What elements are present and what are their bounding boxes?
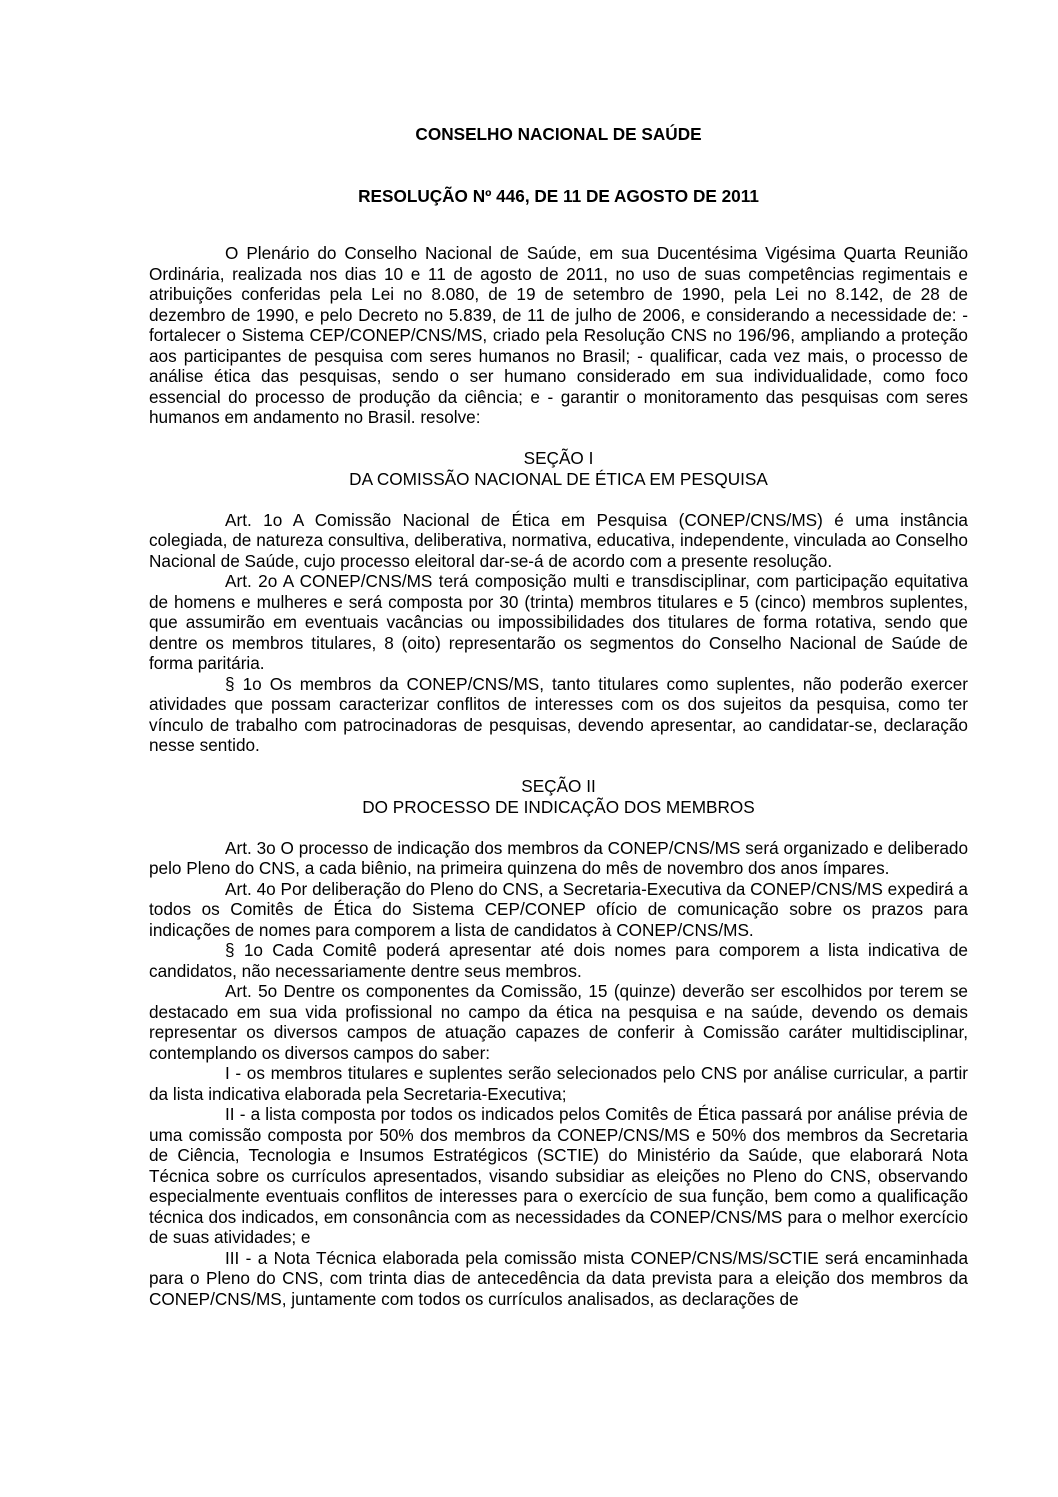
article-5-item-2-paragraph: II - a lista composta por todos os indicados pelos Comitês de Ética passará por análise prévia de uma comissão composta por 50% dos membros da CONEP/CNS/MS e 50% dos membros da Secretaria de Ciência, Tecnologia e Insumos Estratégicos (SCTIE) do Ministério da Saúde, que elaborará Nota Técnica sobre os currículos apresentados, visando subsidiar as eleições no Pleno do CNS, observando especialmente eventuais conflitos de interesses para o exercício de sua função, bem como a qualificação técnica dos indicados, em consonância com as necessidades da CONEP/CNS/MS para o melhor exercício de suas atividades; e — [149, 1104, 968, 1247]
article-3-paragraph: Art. 3o O processo de indicação dos membros da CONEP/CNS/MS será organizado e deliberado pelo Pleno do CNS, a cada biênio, na primeira quinzena do mês de novembro dos anos ímpares. — [149, 837, 968, 878]
article-5-paragraph: Art. 5o Dentre os componentes da Comissão, 15 (quinze) deverão ser escolhidos por terem se destacado em sua vida profissional no campo da ética na pesquisa e na saúde, devendo os demais representar os diversos campos de atuação capazes de conferir à Comissão caráter multidisciplinar, contemplando os diversos campos do saber: — [149, 981, 968, 1063]
org-title: CONSELHO NACIONAL DE SAÚDE — [415, 124, 702, 144]
section-2-heading — [149, 776, 968, 817]
resolution-title: RESOLUÇÃO Nº 446, DE 11 DE AGOSTO DE 2011 — [358, 185, 759, 206]
section-2-label: SEÇÃO II — [521, 776, 596, 796]
section-1-title: DA COMISSÃO NACIONAL DE ÉTICA EM PESQUISA — [349, 468, 768, 489]
article-4-subclause-1-paragraph: § 1o Cada Comitê poderá apresentar até dois nomes para comporem a lista indicativa de candidatos, não necessariamente dentre seus membros. — [149, 940, 968, 981]
section-1-heading — [149, 448, 968, 489]
section-1-label: SEÇÃO I — [523, 448, 594, 468]
section-2-title: DO PROCESSO DE INDICAÇÃO DOS MEMBROS — [362, 796, 755, 817]
article-2-subclause-1-paragraph: § 1o Os membros da CONEP/CNS/MS, tanto titulares como suplentes, não poderão exercer atividades que possam caracterizar conflitos de interesses com os dos sujeitos da pesquisa, como ter vínculo de trabalho com patrocinadoras de pesquisas, devendo apresentar, ao candidatar-se, declaração nesse sentido. — [149, 673, 968, 755]
article-5-item-1-paragraph: I - os membros titulares e suplentes serão selecionados pelo CNS por análise curricular, a partir da lista indicativa elaborada pela Secretaria-Executiva; — [149, 1063, 968, 1104]
article-5-item-3-paragraph: III - a Nota Técnica elaborada pela comissão mista CONEP/CNS/MS/SCTIE será encaminhada para o Pleno do CNS, com trinta dias de antecedência da data prevista para a eleição dos membros da CONEP/CNS/MS, juntamente com todos os currículos analisados, as declarações de — [149, 1247, 968, 1309]
article-2-paragraph: Art. 2o A CONEP/CNS/MS terá composição multi e transdisciplinar, com participação equitativa de homens e mulheres e será composta por 30 (trinta) membros titulares e 5 (cinco) membros suplentes, que assumirão em eventuais vacâncias ou impossibilidades dos titulares de forma rotativa, sendo que dentre os membros titulares, 8 (oito) representarão os segmentos do Conselho Nacional de Saúde de forma paritária. — [149, 571, 968, 673]
article-4-paragraph: Art. 4o Por deliberação do Pleno do CNS, a Secretaria-Executiva da CONEP/CNS/MS expedirá a todos os Comitês de Ética do Sistema CEP/CONEP ofício de comunicação sobre os prazos para indicações de nomes para comporem a lista de candidatos à CONEP/CNS/MS. — [149, 878, 968, 940]
article-1-paragraph: Art. 1o A Comissão Nacional de Ética em Pesquisa (CONEP/CNS/MS) é uma instância colegiada, de natureza consultiva, deliberativa, normativa, educativa, independente, vinculada ao Conselho Nacional de Saúde, cujo processo eleitoral dar-se-á de acordo com a presente resolução. — [149, 509, 968, 571]
preamble-paragraph: O Plenário do Conselho Nacional de Saúde, em sua Ducentésima Vigésima Quarta Reunião Ordinária, realizada nos dias 10 e 11 de agosto de 2011, no uso de suas competências regimentais e atribuições conferidas pela Lei no 8.080, de 19 de setembro de 1990, pela Lei no 8.142, de 28 de dezembro de 1990, e pelo Decreto no 5.839, de 11 de julho de 2006, e considerando a necessidade de: - fortalecer o Sistema CEP/CONEP/CNS/MS, criado pela Resolução CNS no 196/96, ampliando a proteção aos participantes de pesquisa com seres humanos no Brasil; - qualificar, cada vez mais, o processo de análise ética das pesquisas, sendo o ser humano considerado em sua individualidade, como foco essencial do processo de produção da ciência; e - garantir o monitoramento das pesquisas com seres humanos em andamento no Brasil. resolve: — [149, 243, 968, 427]
